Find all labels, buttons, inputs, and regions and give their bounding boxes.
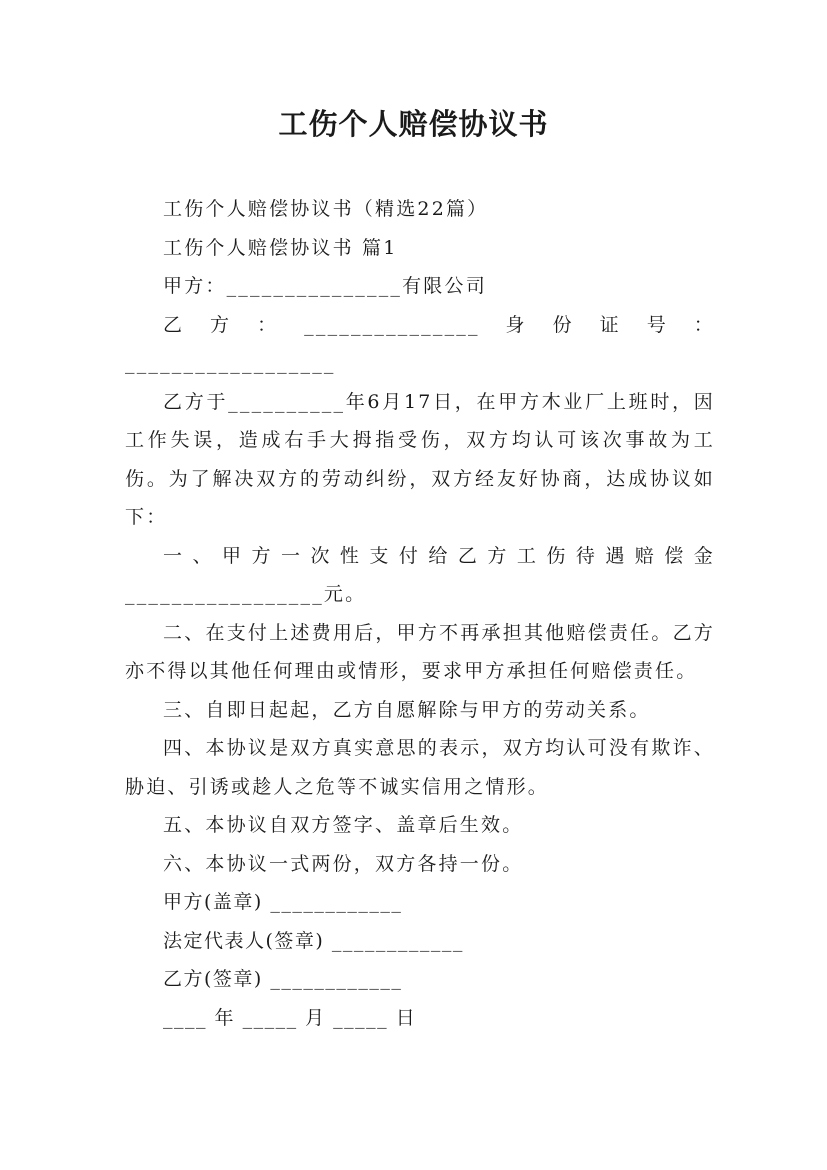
party-a-line: 甲方：_______________有限公司 xyxy=(163,275,487,297)
party-b-line: 乙方：_______________身份证号：__________________ xyxy=(125,313,715,374)
incident-paragraph: 乙方于__________年6月17日，在甲方木业厂上班时，因工作失误，造成右手大拇指受伤，双方均认可该次事故为工伤。为了解决双方的劳动纠纷，双方经友好协商，达成协议如下： xyxy=(125,390,715,528)
legal-rep-signature-line: 法定代表人(签章) ____________ xyxy=(163,929,464,952)
document-title: 工伤个人赔偿协议书 xyxy=(278,107,549,141)
clause-6: 六、本协议一式两份，双方各持一份。 xyxy=(163,852,524,875)
clause-1: 一、甲方一次性支付给乙方工伤待遇赔偿金_________________元。 xyxy=(125,544,715,605)
party-b-signature-line: 乙方(签章) ____________ xyxy=(163,968,403,990)
subtitle-line: 工伤个人赔偿协议书（精选22篇） xyxy=(163,198,489,220)
date-line: ____ 年 _____ 月 _____ 日 xyxy=(163,1006,417,1029)
party-a-seal-line: 甲方(盖章) ____________ xyxy=(163,891,403,913)
section-heading: 工伤个人赔偿协议书 篇1 xyxy=(163,236,398,259)
clause-2: 二、在支付上述费用后，甲方不再承担其他赔偿责任。乙方亦不得以其他任何理由或情形，要求甲方承担任何赔偿责任。 xyxy=(125,621,715,682)
clause-3: 三、自即日起起，乙方自愿解除与甲方的劳动关系。 xyxy=(163,698,651,721)
document-body xyxy=(125,190,715,1037)
clause-5: 五、本协议自双方签字、盖章后生效。 xyxy=(163,814,524,836)
clause-4: 四、本协议是双方真实意思的表示，双方均认可没有欺诈、胁迫、引诱或趁人之危等不诚实信用之情形。 xyxy=(125,737,715,798)
